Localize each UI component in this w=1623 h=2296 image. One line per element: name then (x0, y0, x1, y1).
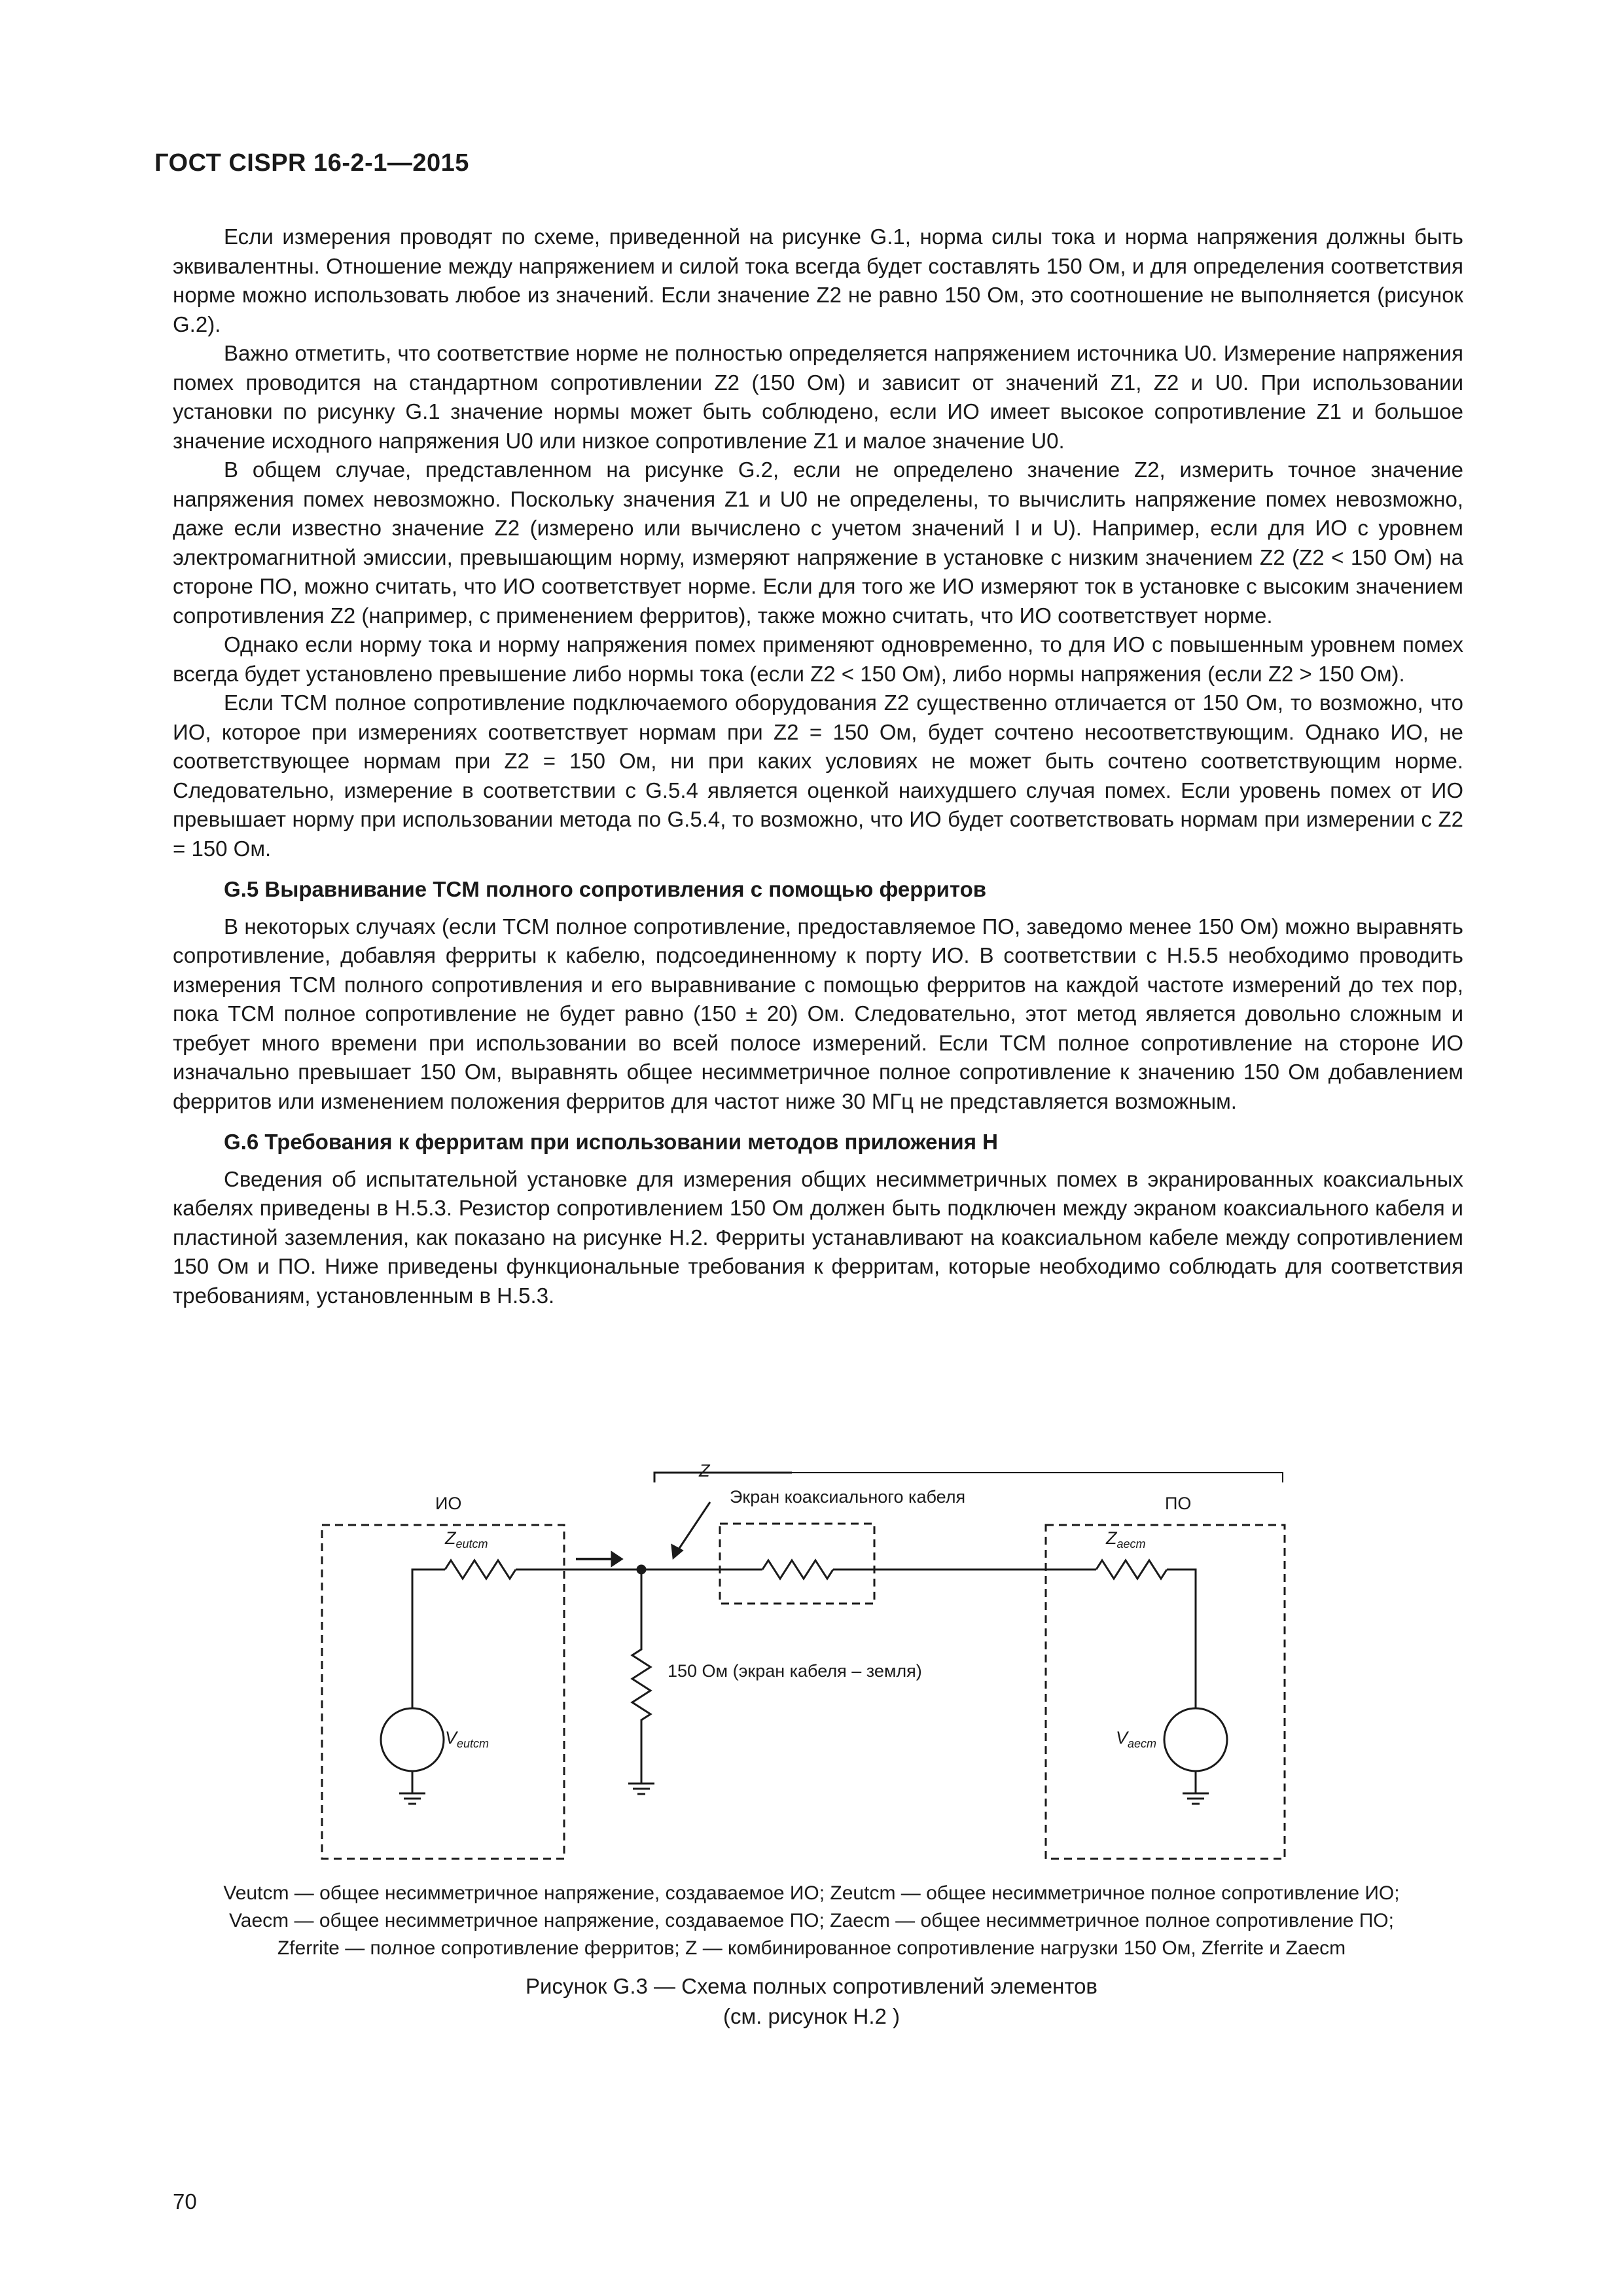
legend-line-2: Vaecm — общее несимметричное напряжение, создаваемое ПО; Zaecm — общее несимметричное полное сопротивление ПО; (229, 1910, 1394, 1931)
ferrite-dashed-box (720, 1524, 874, 1604)
ground-150 (628, 1784, 654, 1794)
v-aecm-source (1164, 1708, 1227, 1771)
section-heading-g5: G.5 Выравнивание TCM полного сопротивления с помощью ферритов (224, 877, 987, 901)
body-text (173, 223, 1463, 1310)
ground-po (1183, 1793, 1209, 1804)
paragraph-3: В общем случае, представленном на рисунке G.2, если не определено значение Z2, измерить точное значение напряжения помех невозможно. Поскольку значения Z1 и U0 не определены, то вычислить напряжение помех невозможно, даже если известно значение Z2 (измерено или вычислено с учетом значений I и U). Например, если для ИО с уровнем электромагнитной эмиссии, превышающим норму, измеряют напряжение в установке с низким значением Z2 (Z2 < 150 Ом) на стороне ПО, можно считать, что ИО соответствует норме. Если для того же ИО измеряют ток в установке с высоким значением сопротивления Z2 (например, с применением ферритов), также можно считать, что ИО соответствует норме. (173, 457, 1463, 628)
page-number: 70 (173, 2189, 197, 2214)
ground-io (399, 1793, 425, 1804)
circuit-diagram (0, 1453, 1623, 1924)
paragraph-2: Важно отметить, что соответствие норме не полностью определяется напряжением источника U0. Измерение напряжения помех проводится на стандартном сопротивлении Z2 (150 Ом) и зависит от значений Z1, Z2 и U0. При использовании установки по рисунку G.1 значение нормы может быть соблюдено, если ИО имеет высокое сопротивление Z1 и большое значение исходного напряжения U0 или низкое сопротивление Z1 и малое значение U0. (173, 341, 1463, 453)
paragraph-7: Сведения об испытательной установке для измерения общих несимметричных помех в экранированных коаксиальных кабелях приведены в H.5.3. Резистор сопротивлением 150 Ом должен быть подключен между экраном коаксиального кабеля и пластиной заземления, как показано на рисунке H.2. Ферриты устанавливают на коаксиальном кабеле между сопротивлением 150 Ом и ПО. Ниже приведены функциональные требования к ферритам, которые необходимо соблюдать для соответствия требованиям, установленным в H.5.3. (173, 1166, 1463, 1308)
label-v-aecm: $V_{aecm}$ (1116, 1728, 1157, 1750)
current-arrow-head (612, 1552, 622, 1566)
figure-caption (0, 1971, 1623, 2032)
paragraph-6: В некоторых случаях (если TCM полное сопротивление, предоставляемое ПО, заведомо менее 150 Ом) можно выравнять сопротивление, добавляя ферриты к кабелю, подсоединенному к порту ИО. В соответствии с H.5.5 необходимо проводить измерения TCM полного сопротивления и его выравнивание с помощью ферритов на каждой частоте измерений до тех пор, пока TCM полное сопротивление не будет равно (150 ± 20) Ом. Следовательно, этот метод является довольно сложным и требует много времени при использовании во всей полосе измерений. Если TCM полное сопротивление на стороне ИО изначально превышает 150 Ом, выравнять общее несимметричное полное сопротивление к значению 150 Ом добавлением ферритов или изменением положения ферритов для частот ниже 30 МГц не представляется возможным. (173, 914, 1463, 1113)
legend-line-3: Zferrite — полное сопротивление ферритов; Z — комбинированное сопротивление нагрузки 150 Ом, Zferrite и Zaecm (277, 1937, 1346, 1959)
section-heading-g6: G.6 Требования к ферритам при использовании методов приложения H (224, 1130, 998, 1154)
z-aecm-resistor (1096, 1560, 1167, 1579)
label-z-aecm: $Z_{aecm}$ (1106, 1528, 1146, 1551)
z-bracket-right (713, 1473, 1283, 1482)
legend-line-1: Veutcm — общее несимметричное напряжение, создаваемое ИО; Zeutcm — общее несимметричное полное сопротивление ИО; (223, 1882, 1400, 1904)
paragraph-4: Однако если норму тока и норму напряжения помех применяют одновременно, то для ИО с повышенным уровнем помех всегда будет установлено превышение либо нормы тока (если Z2 < 150 Ом), либо нормы напряжения (если Z2 > 150 Ом). (173, 632, 1463, 686)
z-bracket-left (654, 1473, 792, 1482)
label-io: ИО (435, 1494, 462, 1513)
caption-line-2: (см. рисунок H.2 ) (723, 2004, 900, 2028)
po-wire (1167, 1570, 1196, 1708)
io-dashed-box (322, 1525, 564, 1859)
circuit-figure (0, 1453, 1623, 1924)
label-po: ПО (1165, 1494, 1192, 1513)
z-ferrite-resistor (762, 1560, 833, 1579)
caption-line-1: Рисунок G.3 — Схема полных сопротивлений элементов (526, 1974, 1097, 1998)
io-wire (412, 1570, 445, 1708)
document-header: ГОСТ CISPR 16-2-1—2015 (154, 149, 469, 177)
paragraph-5: Если TCM полное сопротивление подключаемого оборудования Z2 существенно отличается от 150 Ом, то возможно, что ИО, которое при измерениях соответствует нормам при Z2 = 150 Ом, будет сочтено несоответствующим. Однако ИО, не соответствующее нормам при Z2 = 150 Ом, ни при каких условиях не может быть сочтено соответствующим норме. Следовательно, измерение в соответствии с G.5.4 является оценкой наихудшего случая помех. Если уровень помех от ИО превышает норму при использовании метода по G.5.4, то возможно, что ИО будет соответствовать нормам при измерении с Z2 = 150 Ом. (173, 691, 1463, 861)
label-150-ohm: 150 Ом (экран кабеля – земля) (668, 1661, 922, 1681)
label-z-eutcm: $Z_{eutcm}$ (445, 1528, 488, 1551)
label-z: Z (699, 1461, 710, 1480)
z-eutcm-resistor (445, 1560, 516, 1579)
label-v-eutcm: $V_{eutcm}$ (445, 1728, 490, 1750)
figure-legend (0, 1880, 1623, 1962)
shield-pointer-line (677, 1502, 710, 1551)
resistor-150-ohm (632, 1570, 651, 1784)
paragraph-1: Если измерения проводят по схеме, приведенной на рисунке G.1, норма силы тока и норма напряжения должны быть эквивалентны. Отношение между напряжением и силой тока всегда будет составлять 150 Ом, и для определения соответствия норме можно использовать любое из значений. Если значение Z2 не равно 150 Ом, это соотношение не выполняется (рисунок G.2). (173, 224, 1463, 336)
po-dashed-box (1046, 1525, 1285, 1859)
label-shield: Экран коаксиального кабеля (730, 1487, 966, 1507)
v-eutcm-source (381, 1708, 444, 1771)
